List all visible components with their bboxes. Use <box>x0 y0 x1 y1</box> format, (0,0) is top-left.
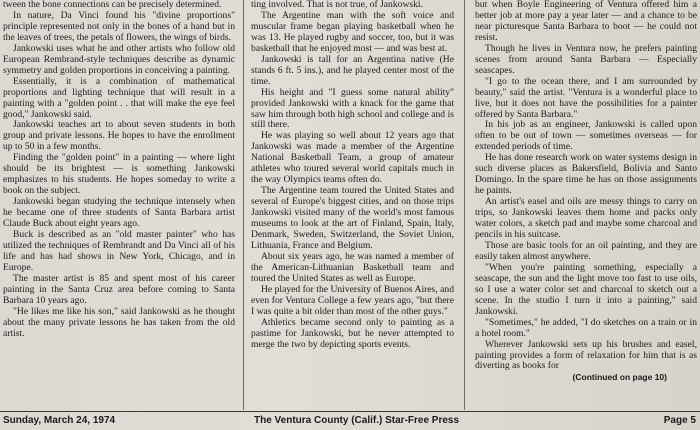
newspaper-name: The Ventura County (Calif.) Star-Free Press <box>254 415 460 426</box>
article-paragraph: "Sometimes," he added, "I do sketches on a train or in a hotel room." <box>475 316 697 339</box>
article-paragraph: Jankowski is tall for an Argentina native (He stands 6 ft. 5 ins.), and he played center most of the time. <box>251 53 454 87</box>
article-paragraph: "When you're painting something, especially a seascape, the sun and the light move too fast to use oils, so I use a water color set and charcoal to sketch out a scene. In the studio I turn it into a painting," said Jankowski. <box>475 261 697 317</box>
article-paragraph: "He likes me like his son," said Jankowski as he thought about the many private lessons he has taken from the old artist. <box>3 305 235 339</box>
article-paragraph: His height and "I guess some natural ability" provided Jankowski with a knack for the game that saw him through both high school and college and is still there. <box>251 86 454 131</box>
article-paragraph: He was playing so well about 12 years ago that Jankowski was made a member of the Argentine National Basketball Team, a group of amateur athletes who toured several world capitals much in the way Olympics teams often do. <box>251 130 454 186</box>
article-column-1 <box>3 0 235 408</box>
page-footer <box>0 411 700 430</box>
article-paragraph: In nature, Da Vinci found his "divine proportions" principle represented not only in the bones of a hand but in the leaves of trees, the petals of flowers, the wings of birds. <box>3 9 235 43</box>
article-paragraph: Athletics became second only to painting as a pastime for Jankowski, but he never attempted to merge the two by depicting sports events. <box>251 316 454 350</box>
article-paragraph: "I go to the ocean there, and I am surrounded by beauty," said the artist. "Ventura is a wonderful place to live, but it does not have the possibilities for a painter offered by Santa Barbara." <box>475 75 697 120</box>
page-number: Page 5 <box>663 415 696 426</box>
column-divider <box>243 0 244 410</box>
article-paragraph: An artist's easel and oils are messy things to carry on trips, so Jankowski leaves them home and packs only water colors, a sketch pad and maybe some charcoal and pencils in his suitcase. <box>475 196 697 241</box>
article-paragraph: Finding the "golden point" in a painting — where light should be its brightest — is something Jankowski emphasizes to his students. He hopes someday to write a book on the subject. <box>3 152 235 197</box>
article-column-3 <box>475 0 697 408</box>
article-paragraph: ting involved. That is not true, of Jankowski. <box>251 0 423 10</box>
article-paragraph: About six years ago, he was named a member of the American-Lithuanian Basketball team and toured the United States as well as Europe. <box>251 250 454 284</box>
article-paragraph: tween the bone connections can be precisely determined. <box>3 0 222 10</box>
article-paragraph: The master artist is 85 and spent most of his career painting in the Santa Cruz area before coming to Santa Barbara 10 years ago. <box>3 272 235 306</box>
article-paragraph: The Argentine team toured the United States and several of Europe's biggest cities, and on those trips Jankowski visited many of the world's most famous museums to look at the art of Finland, Spain, Italy, Denmark, Sweden, Switzerland, the Soviet Union, Lithuania, France and Belgium. <box>251 185 454 251</box>
article-paragraph: Jankowski uses what he and other artists who follow old European Rembrand-style techniques describe as dynamic symmetry and golden proportions in conceiving a painting. <box>3 42 235 76</box>
article-paragraph: Those are basic tools for an oil painting, and they are easily taken almost anywhere. <box>475 239 697 262</box>
continued-on-page-note: (Continued on page 10) <box>572 372 667 383</box>
article-paragraph: Jankowski began studying the technique intensely when he became one of three students of Santa Barbara artist Claude Buck about eight years ago. <box>3 196 235 230</box>
article-paragraph: Jankowski teaches art to about seven students in both group and private lessons. He hopes to have the enrollment up to 50 in a few months. <box>3 119 235 153</box>
article-paragraph: The Argentine man with the soft voice and muscular frame began playing basketball when he was 13. He played rugby and soccer, too, but it was basketball that he enjoyed most — and was best at. <box>251 9 454 54</box>
article-paragraph: Though he lives in Ventura now, he prefers painting scenes from around Santa Barbara — Especially seascapes. <box>475 42 697 76</box>
article-paragraph: He has done research work on water systems design in such diverse places as Bakersfield, Bolivia and Santo Domingo. In the spare time he has on those assignments he paints. <box>475 152 697 197</box>
article-paragraph: In his job as an engineer, Jankowski is called upon often to be out of town — sometimes overseas — for extended periods of time. <box>475 119 697 153</box>
article-paragraph: but when Boyle Engineering of Ventura offered him a better job at more pay a year later — and a chance to be near picturesque Santa Barbara to boot — he could not resist. <box>475 0 697 43</box>
column-divider <box>464 0 465 410</box>
article-paragraph: Buck is described as an "old master painter" who has utilized the techniques of Rembrandt and Da Vinci all of his life and has had shows in New York, Chicago, and in Europe. <box>3 229 235 273</box>
article-paragraph: He played for the University of Buenos Aires, and even for Ventura College a few years ago, "but there I was quite a bit older than most of the other guys." <box>251 283 454 317</box>
article-paragraph: Wherever Jankowski sets up his brushes and easel, painting provides a form of relaxation for him that is as diverting as books for <box>475 338 697 372</box>
article-paragraph: Essentially, it is a combination of mathematical proportions and lighting technique that will result in a painting with a "golden point . . that will make the eye feel good," Jankowski said. <box>3 75 235 120</box>
article-column-2 <box>251 0 454 408</box>
issue-date: Sunday, March 24, 1974 <box>3 415 116 426</box>
